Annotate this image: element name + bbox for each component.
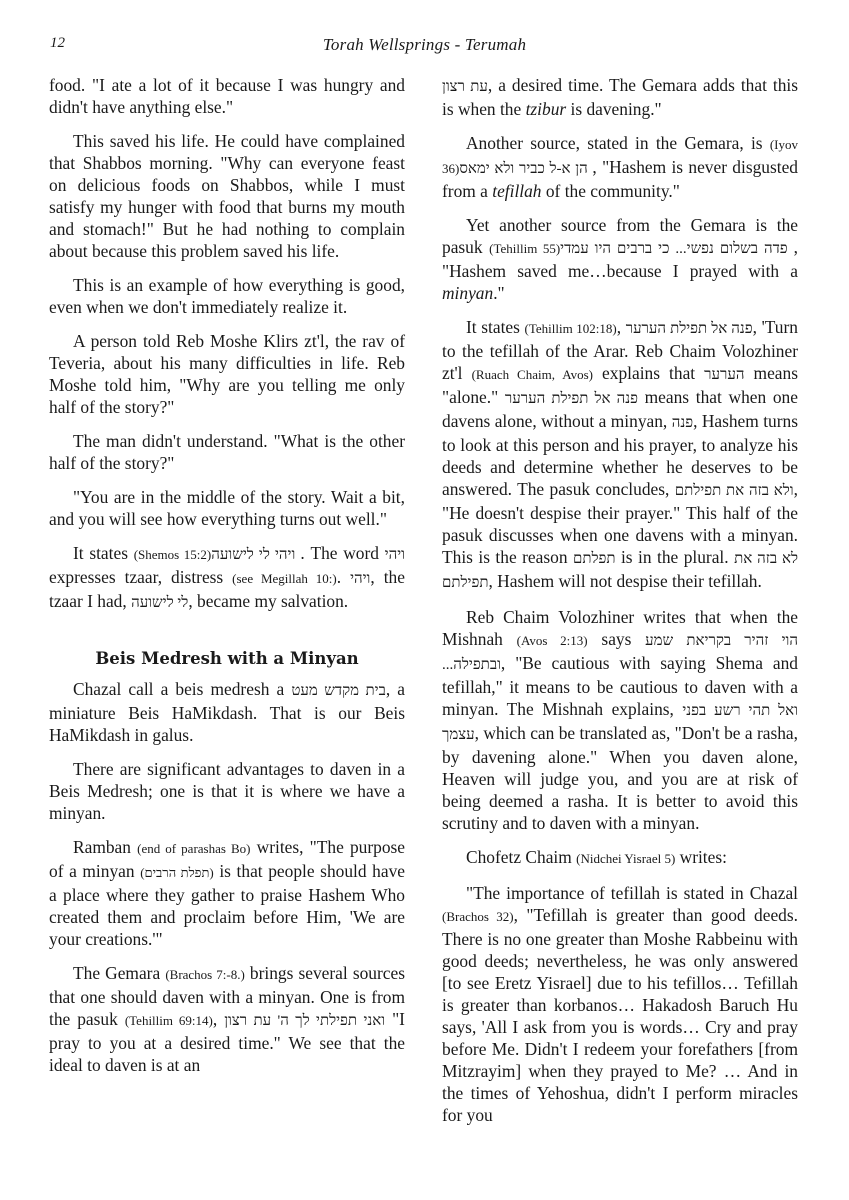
paragraph [442, 846, 798, 870]
text: , Hashem turns to look at this person and his prayer, to analyze his deeds and determine whether he deserves to be answered. The pasuk concludes, [442, 411, 798, 499]
text: is that people should have a place where they gather to praise Hashem Who created them and proclaim before Him, 'We are your creations.'" [49, 861, 405, 949]
text: , "He doesn't despise their prayer." This half of the pasuk discusses when one davens with a minyan. This is the reason [442, 479, 798, 567]
text: . The word [300, 543, 385, 563]
text: . [336, 567, 351, 587]
text: writes: [675, 847, 727, 867]
text: Ramban [73, 837, 138, 857]
hebrew-text: ויהי [384, 547, 405, 563]
hebrew-text: פנה [671, 415, 694, 431]
text: brings several sources that one should daven with a minyan. One is from the pasuk [49, 963, 405, 1029]
hebrew-text: ויהי [350, 571, 371, 587]
text: , a desired time. The Gemara adds that this is when the [442, 75, 798, 119]
text: The Gemara [73, 963, 166, 983]
text: , "Be cautious with saying Shema and tefillah," it means to be cautious to daven with a minyan. The Mishnah explains, [442, 653, 798, 719]
text: writes, "The purpose of a minyan [49, 837, 406, 881]
hebrew-text: תפלתם [572, 551, 616, 567]
text: , "Hashem saved me…because I prayed with a [442, 237, 798, 281]
hebrew-text: הערער [704, 367, 745, 383]
paragraph [442, 316, 798, 594]
text: Another source, stated in the Gemara, is [466, 133, 770, 153]
paragraph [49, 542, 405, 614]
left-column [49, 74, 405, 1088]
text: Chazal call a beis medresh a [73, 679, 292, 699]
text: It states [466, 317, 525, 337]
text: , the tzaar I had, [49, 567, 405, 611]
paragraph: This is an example of how everything is good, even when we don't immediately realize it. [49, 275, 405, 317]
text: is davening." [566, 99, 662, 119]
hebrew-text: ואני תפילתי לך ה' עת רצון [224, 1013, 386, 1029]
italic-term: tzibur [525, 99, 567, 119]
hebrew-text: פנה אל תפילת הערער [504, 391, 638, 407]
source-citation: (Nidchei Yisrael 5) [576, 851, 676, 866]
text: Chofetz Chaim [466, 847, 577, 867]
source-citation: (Avos 2:13) [516, 633, 588, 648]
paragraph: food. "I ate a lot of it because I was hungry and didn't have anything else." [49, 75, 405, 117]
text: explains that [593, 363, 705, 383]
paragraph [49, 836, 405, 950]
paragraph: The man didn't understand. "What is the other half of the story?" [49, 431, 405, 473]
paragraph [442, 74, 798, 120]
text: , a miniature Beis HaMikdash. That is our Beis HaMikdash in galus. [49, 679, 405, 745]
hebrew-text: עת רצון [442, 79, 488, 95]
paragraph: "You are in the middle of the story. Wait a bit, and you will see how everything turns out well." [49, 487, 405, 529]
page-number: 12 [50, 35, 65, 51]
text: Reb Chaim Volozhiner writes that when the Mishnah [442, 607, 798, 649]
italic-term: minyan [442, 283, 494, 303]
text: "The importance of tefillah is stated in Chazal [466, 883, 798, 903]
text: It states [73, 543, 134, 563]
paragraph [49, 678, 405, 746]
right-column [442, 74, 798, 1138]
hebrew-text: ויהי לי לישועה [211, 547, 301, 563]
text: means "alone." [442, 363, 798, 407]
paragraph [442, 882, 798, 1126]
text: , "Tefillah is greater than good deeds. There is no one greater than Moshe Rabbeinu with good deeds; nevertheless, he was only answered [to see Eretz Yisrael] due to his tefillos… Tefillah is greater than korbanos… Hakadosh Baruch Hu says, 'All I ask from you is words… Cry and pray before Me. Didn't I redeem your forefathers [from Mitzrayim] when they prayed to Me? … And in the times of Yehoshua, didn't I perform miracles for you [442, 905, 798, 1125]
text: expresses tzaar, distress [49, 567, 233, 587]
source-citation: (Tehillim 55) [489, 241, 561, 256]
text: says [587, 629, 646, 649]
paragraph [442, 606, 798, 834]
paragraph: There are significant advantages to daven in a Beis Medresh; one is that it is where we have a minyan. [49, 759, 405, 823]
source-citation: (Shemos 15:2) [133, 547, 212, 562]
hebrew-text: הן א-ל כביר ולא ימאס [459, 161, 593, 177]
text: "I pray to you at a desired time." We see that the ideal to daven is at an [49, 1009, 405, 1075]
paragraph: A person told Reb Moshe Klirs zt'l, the rav of Teveria, about his many difficulties in life. Reb Moshe told him, "Why are you telling me only half of the story?" [49, 331, 405, 417]
section-heading: Beis Medresh with a Minyan [95, 649, 359, 668]
paragraph [49, 962, 405, 1076]
paragraph [442, 132, 798, 202]
text: , [616, 317, 626, 337]
hebrew-text: בית מקדש מעט [291, 683, 386, 699]
hebrew-text: ואל תהי רשע בפני עצמך [442, 703, 798, 743]
source-citation: (Iyov 36) [442, 137, 798, 176]
paragraph [442, 214, 798, 304]
source-citation: (Ruach Chaim, Avos) [471, 367, 593, 382]
text: of the community." [541, 181, 680, 201]
source-citation: (end of parashas Bo) [137, 841, 251, 856]
text: , Hashem will not despise their tefillah. [488, 571, 762, 591]
hebrew-text: (תפלת הרבים) [140, 865, 214, 880]
source-citation: (Brachos 7:-8.) [165, 967, 245, 982]
page-header [50, 35, 799, 59]
text: , 'Turn to the tefillah of the Arar. Reb Chaim Volozhiner zt'l [442, 317, 798, 383]
text: , [212, 1009, 225, 1029]
hebrew-text: ולא בזה את תפילתם [674, 483, 794, 499]
text: means that when one davens alone, without a minyan, [442, 387, 798, 431]
source-citation: (Tehillim 69:14) [124, 1013, 213, 1028]
paragraph: This saved his life. He could have complained that Shabbos morning. "Why can everyone feast on delicious foods on Shabbos, while I must satisfy my hunger with food that burns my mouth and stomach!" But he had nothing to complain about because this problem saved his life. [49, 131, 405, 261]
source-citation: (Tehillim 102:18) [524, 321, 617, 336]
hebrew-text: הוי זהיר בקריאת שמע ובתפילה... [442, 633, 798, 673]
text: is in the plural. [615, 547, 735, 567]
text: , "Hashem is never disgusted from a [442, 157, 798, 201]
running-title: Torah Wellsprings - Terumah [322, 35, 527, 54]
source-citation: (see Megillah 10:) [232, 571, 337, 586]
source-citation: (Brachos 32) [442, 909, 514, 924]
hebrew-text: פנה אל תפילת הערער [625, 321, 753, 337]
text: ." [493, 283, 505, 303]
italic-term: tefillah [492, 181, 542, 201]
hebrew-text: פדה בשלום נפשי... כי ברבים היו עמדי [560, 241, 794, 257]
hebrew-text: לי לישועה [131, 595, 189, 611]
text: Yet another source from the Gemara is the pasuk [442, 215, 798, 257]
text: , became my salvation. [188, 591, 349, 611]
text: , which can be translated as, "Don't be a rasha, by davening alone." When you daven alone, Heaven will judge you, and you are at risk of being deemed a rasha. It is better to avoid this scrutiny and to daven with a minyan. [442, 723, 798, 833]
hebrew-text: לא בזה את תפילתם [442, 551, 798, 591]
